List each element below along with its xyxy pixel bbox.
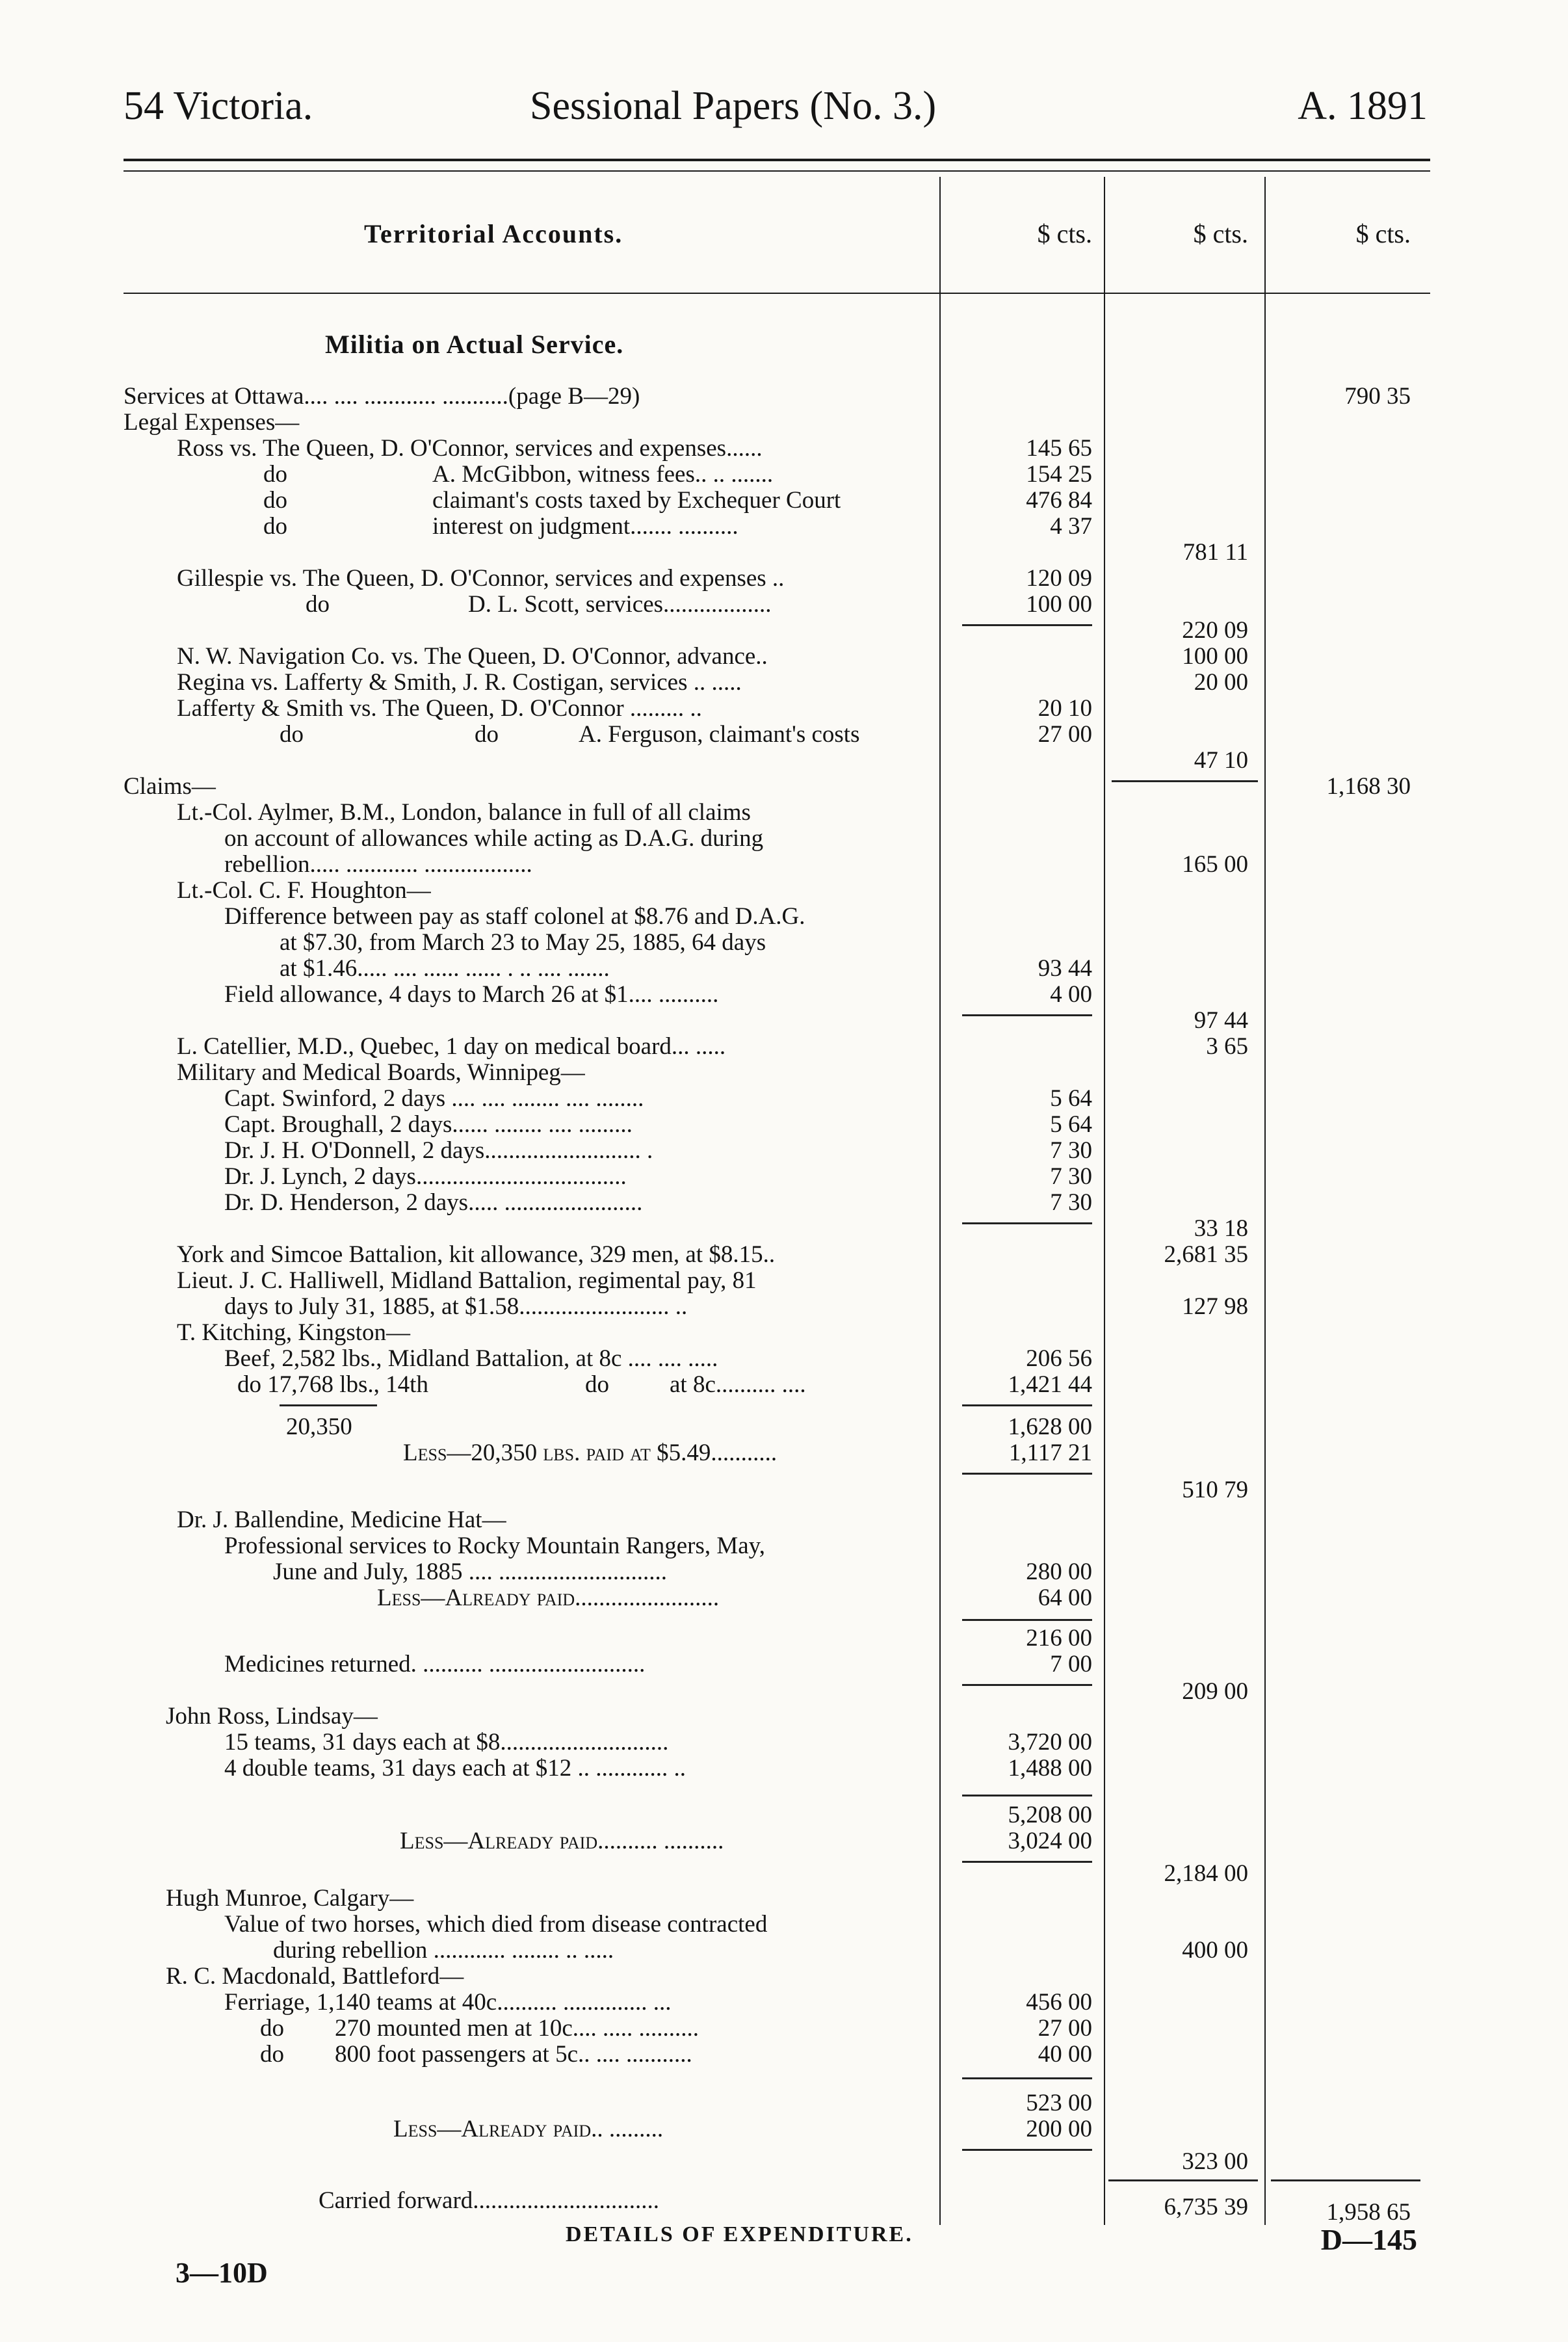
ledger-amount: 1,117 21 xyxy=(1008,1440,1092,1466)
ledger-row-text: Dr. J. H. O'Donnell, 2 days.......................... . xyxy=(224,1137,653,1164)
ledger-row-text: Capt. Swinford, 2 days .... .... ........ .... ........ xyxy=(224,1085,644,1112)
ledger-row-text: A. McGibbon, witness fees.. .. ....... xyxy=(432,461,774,488)
ledger-row-text: Difference between pay as staff colonel at $8.76 and D.A.G. xyxy=(224,903,805,930)
ledger-amount: 1,488 00 xyxy=(1008,1755,1092,1782)
ledger-row-text: N. W. Navigation Co. vs. The Queen, D. O'Connor, advance.. xyxy=(177,643,768,670)
ledger-amount: 5,208 00 xyxy=(1008,1802,1092,1828)
ledger-row-text: rebellion..... ............ .................. xyxy=(224,851,532,878)
subtotal-rule xyxy=(280,1404,377,1406)
ledger-amount: 33 18 xyxy=(1194,1215,1248,1242)
ledger-amount: 220 09 xyxy=(1182,617,1248,644)
ledger-amount: 523 00 xyxy=(1026,2090,1092,2116)
ledger-amount: 165 00 xyxy=(1182,851,1248,878)
ledger-amount: 216 00 xyxy=(1026,1625,1092,1651)
ledger-row-text: at $1.46..... .... ...... ...... . .. .... ....... xyxy=(280,955,610,982)
subtotal-rule xyxy=(962,1473,1092,1475)
ledger-amount: 1,421 44 xyxy=(1008,1371,1092,1398)
ledger-amount: 20 00 xyxy=(1194,669,1248,696)
subtotal-rule xyxy=(962,1861,1092,1863)
ledger-amount: 7 30 xyxy=(1050,1163,1092,1190)
subtotal-rule xyxy=(962,2149,1092,2151)
ledger-row-text: L. Catellier, M.D., Quebec, 1 day on medical board... ..... xyxy=(177,1033,726,1060)
ledger-row-text: York and Simcoe Battalion, kit allowance, 329 men, at $8.15.. xyxy=(177,1241,776,1268)
ledger-row-text: do 17,768 lbs., 14th xyxy=(237,1371,428,1398)
ledger-amount: 7 30 xyxy=(1050,1137,1092,1164)
ledger-row-text: Claims— xyxy=(124,773,216,800)
ledger-row-text: interest on judgment....... .......... xyxy=(432,513,738,540)
table-heading: Territorial Accounts. xyxy=(364,219,623,248)
ledger-amount: 120 09 xyxy=(1026,565,1092,592)
carried-forward-total: 1,958 65 xyxy=(1326,2199,1411,2226)
page-signature: 3—10D xyxy=(176,2257,268,2289)
ledger-amount: 3,024 00 xyxy=(1008,1828,1092,1854)
ledger-row-text: Legal Expenses— xyxy=(124,409,300,436)
ledger-amount: 5 64 xyxy=(1050,1111,1092,1138)
ledger-row-text: Capt. Broughall, 2 days...... ........ .... ......... xyxy=(224,1111,633,1138)
ledger-amount: 456 00 xyxy=(1026,1989,1092,2016)
column-header-2: $ cts. xyxy=(1193,219,1248,248)
ledger-row-text: days to July 31, 1885, at $1.58......................... .. xyxy=(224,1293,688,1320)
carried-forward-label: Carried forward............................... xyxy=(319,2187,660,2214)
ledger-row-text: do xyxy=(263,487,287,514)
ledger-row-text: Less—Already paid.. ......... xyxy=(393,2116,664,2142)
ledger-amount: 40 00 xyxy=(1038,2041,1092,2068)
section-title: Militia on Actual Service. xyxy=(325,330,624,359)
ledger-amount: 1,628 00 xyxy=(1008,1414,1092,1440)
ledger-row-text: Dr. D. Henderson, 2 days..... ....................... xyxy=(224,1189,643,1216)
ledger-amount: 790 35 xyxy=(1344,383,1411,410)
ledger-amount: 145 65 xyxy=(1026,435,1092,462)
ledger-row-text: John Ross, Lindsay— xyxy=(166,1703,378,1730)
ledger-row-text: do xyxy=(475,721,499,748)
ledger-amount: 7 00 xyxy=(1050,1651,1092,1678)
ledger-amount: 781 11 xyxy=(1183,539,1248,566)
ledger-row-text: during rebellion ............ ........ .. ..... xyxy=(273,1937,614,1964)
ledger-row-text: do xyxy=(260,2041,284,2068)
ledger-amount: 323 00 xyxy=(1182,2148,1248,2175)
carried-forward-amount: 6,735 39 xyxy=(1164,2194,1248,2220)
ledger-row-text: Lafferty & Smith vs. The Queen, D. O'Connor ......... .. xyxy=(177,695,702,722)
ledger-row-text: Lt.-Col. C. F. Houghton— xyxy=(177,877,431,904)
year-label: A. 1891 xyxy=(1298,84,1428,128)
ledger-amount: 27 00 xyxy=(1038,2015,1092,2042)
ledger-amount: 209 00 xyxy=(1182,1678,1248,1705)
ledger-row-text: on account of allowances while acting as D.A.G. during xyxy=(224,825,764,852)
ledger-amount: 2,184 00 xyxy=(1164,1860,1248,1887)
ledger-amount: 64 00 xyxy=(1038,1585,1092,1611)
subtotal-rule xyxy=(962,1795,1092,1796)
volume-label: 54 Victoria. xyxy=(124,84,313,128)
ledger-row-text: Dr. J. Ballendine, Medicine Hat— xyxy=(177,1507,506,1533)
ledger-row-text: June and July, 1885 .... ............................ xyxy=(273,1559,668,1585)
total-rule xyxy=(1271,2179,1420,2181)
ledger-row-text: Regina vs. Lafferty & Smith, J. R. Costigan, services .. ..... xyxy=(177,669,742,696)
column-divider-3 xyxy=(1264,177,1266,2225)
ledger-amount: 200 00 xyxy=(1026,2116,1092,2142)
header-rule-bottom xyxy=(124,170,1430,172)
ledger-row-text: Services at Ottawa.... .... ............ ...........(page B—29) xyxy=(124,383,640,410)
ledger-row-text: Professional services to Rocky Mountain Rangers, May, xyxy=(224,1533,766,1559)
ledger-amount: 93 44 xyxy=(1038,955,1092,982)
ledger-row-text: A. Ferguson, claimant's costs xyxy=(579,721,860,748)
ledger-row-text: Ferriage, 1,140 teams at 40c.......... .............. ... xyxy=(224,1989,672,2016)
subtotal-rule xyxy=(962,1619,1092,1621)
ledger-amount: 206 56 xyxy=(1026,1345,1092,1372)
ledger-row-text: Lt.-Col. Aylmer, B.M., London, balance in full of all claims xyxy=(177,799,751,826)
ledger-amount: 27 00 xyxy=(1038,721,1092,748)
ledger-amount: 20 10 xyxy=(1038,695,1092,722)
ledger-amount: 154 25 xyxy=(1026,461,1092,488)
ledger-row-text: 20,350 xyxy=(286,1414,352,1440)
ledger-amount: 100 00 xyxy=(1026,591,1092,618)
ledger-amount: 3,720 00 xyxy=(1008,1729,1092,1756)
ledger-amount: 47 10 xyxy=(1194,747,1248,774)
ledger-row-text: Field allowance, 4 days to March 26 at $1.... .......... xyxy=(224,981,719,1008)
ledger-amount: 510 79 xyxy=(1182,1477,1248,1503)
ledger-amount: 97 44 xyxy=(1194,1007,1248,1034)
ledger-row-text: do xyxy=(263,461,287,488)
subtotal-rule xyxy=(962,1014,1092,1016)
column-header-1: $ cts. xyxy=(1037,219,1092,248)
ledger-amount: 5 64 xyxy=(1050,1085,1092,1112)
ledger-row-text: at $7.30, from March 23 to May 25, 1885, 64 days xyxy=(280,929,766,956)
column-header-rule xyxy=(124,293,1430,294)
ledger-amount: 2,681 35 xyxy=(1164,1241,1248,1268)
ledger-row-text: 4 double teams, 31 days each at $12 .. ............ .. xyxy=(224,1755,686,1782)
ledger-row-text: Gillespie vs. The Queen, D. O'Connor, services and expenses .. xyxy=(177,565,785,592)
ledger-row-text: Less—Already paid.......... .......... xyxy=(400,1828,724,1854)
ledger-row-text: D. L. Scott, services.................. xyxy=(468,591,772,618)
ledger-amount: 3 65 xyxy=(1206,1033,1248,1060)
ledger-row-text: Less—20,350 lbs. paid at $5.49........... xyxy=(403,1440,777,1466)
ledger-row-text: do xyxy=(306,591,330,618)
ledger-amount: 1,168 30 xyxy=(1326,773,1411,800)
ledger-row-text: 270 mounted men at 10c.... ..... .......... xyxy=(335,2015,699,2042)
ledger-amount: 4 37 xyxy=(1050,513,1092,540)
ledger-amount: 4 00 xyxy=(1050,981,1092,1008)
ledger-row-text: R. C. Macdonald, Battleford— xyxy=(166,1963,464,1990)
page-number: D—145 xyxy=(1320,2223,1417,2256)
subtotal-rule xyxy=(962,1222,1092,1224)
column-divider-1 xyxy=(939,177,941,2225)
ledger-row-text: do xyxy=(263,513,287,540)
ledger-amount: 400 00 xyxy=(1182,1937,1248,1964)
ledger-amount: 127 98 xyxy=(1182,1293,1248,1320)
subtotal-rule xyxy=(962,2077,1092,2079)
ledger-row-text: claimant's costs taxed by Exchequer Court xyxy=(432,487,841,514)
ledger-row-text: Less—Already paid........................ xyxy=(377,1585,720,1611)
ledger-row-text: Value of two horses, which died from disease contracted xyxy=(224,1911,768,1938)
ledger-row-text: Beef, 2,582 lbs., Midland Battalion, at 8c .... .... ..... xyxy=(224,1345,718,1372)
ledger-row-text: 800 foot passengers at 5c.. .... ........... xyxy=(335,2041,692,2068)
ledger-amount: 7 30 xyxy=(1050,1189,1092,1216)
ledger-amount: 476 84 xyxy=(1026,487,1092,514)
subtotal-rule xyxy=(1112,780,1258,782)
ledger-amount: 100 00 xyxy=(1182,643,1248,670)
ledger-row-text: do xyxy=(585,1371,609,1398)
subtotal-rule xyxy=(962,1684,1092,1686)
ledger-row-text: T. Kitching, Kingston— xyxy=(177,1319,411,1346)
subtotal-rule xyxy=(962,624,1092,626)
ledger-row-text: Ross vs. The Queen, D. O'Connor, services and expenses...... xyxy=(177,435,763,462)
ledger-row-text: Medicines returned. .......... .......................... xyxy=(224,1651,646,1678)
ledger-row-text: Lieut. J. C. Halliwell, Midland Battalion, regimental pay, 81 xyxy=(177,1267,757,1294)
subtotal-rule xyxy=(962,1404,1092,1406)
ledger-row-text: Dr. J. Lynch, 2 days................................... xyxy=(224,1163,627,1190)
ledger-amount: 280 00 xyxy=(1026,1559,1092,1585)
ledger-row-text: Military and Medical Boards, Winnipeg— xyxy=(177,1059,585,1086)
ledger-row-text: 15 teams, 31 days each at $8............................ xyxy=(224,1729,669,1756)
column-header-3: $ cts. xyxy=(1355,219,1411,248)
column-divider-2 xyxy=(1104,177,1105,2225)
header-rule-top xyxy=(124,159,1430,161)
ledger-row-text: do xyxy=(280,721,304,748)
ledger-row-text: Hugh Munroe, Calgary— xyxy=(166,1885,414,1912)
footer-title: DETAILS OF EXPENDITURE. xyxy=(566,2222,913,2246)
ledger-row-text: do xyxy=(260,2015,284,2042)
ledger-row-text: at 8c.......... .... xyxy=(670,1371,806,1398)
document-title: Sessional Papers (No. 3.) xyxy=(530,84,937,128)
total-rule xyxy=(1108,2179,1258,2181)
